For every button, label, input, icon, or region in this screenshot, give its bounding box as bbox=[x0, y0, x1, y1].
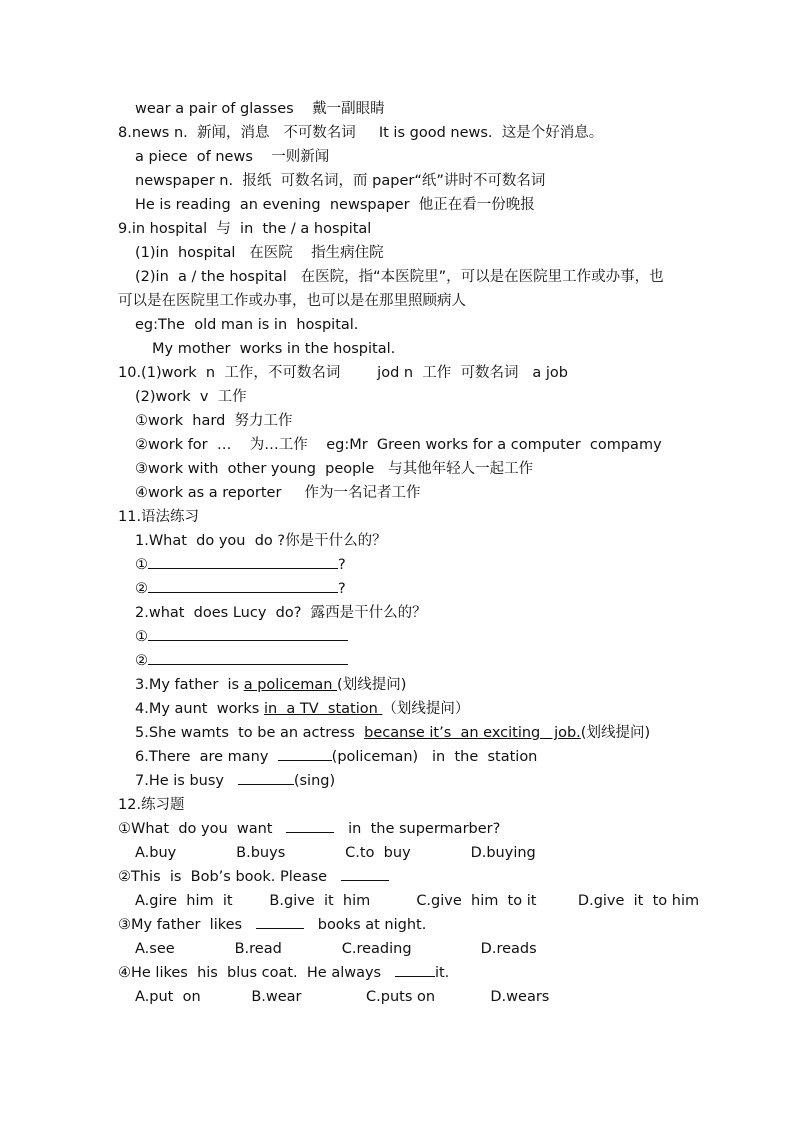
line-text: ② bbox=[135, 653, 148, 669]
line-text: ①What do you want bbox=[118, 821, 287, 837]
line-text: (policeman) in the station bbox=[331, 749, 538, 765]
line-text: newspaper n. 报纸 可数名词，而 paper“纸”讲时不可数名词 bbox=[135, 173, 546, 189]
line-text: ? bbox=[338, 581, 346, 597]
line-text: ①work hard 努力工作 bbox=[135, 413, 293, 429]
line-text: 3.My father is bbox=[135, 677, 244, 693]
text-line bbox=[135, 242, 384, 264]
line-text: A.see B.read C.reading D.reads bbox=[135, 941, 537, 957]
line-text: ④work as a reporter 作为一名记者工作 bbox=[135, 485, 421, 501]
line-text: 8.news n. 新闻，消息 不可数名词 It is good news. 这是个好消息。 bbox=[118, 125, 604, 141]
line-text: A.put on B.wear C.puts on D.wears bbox=[135, 989, 550, 1005]
line-text: 2.what does Lucy do? 露西是干什么的？ bbox=[135, 605, 427, 621]
text-line bbox=[135, 986, 549, 1008]
text-line bbox=[118, 866, 389, 888]
answer-blank[interactable] bbox=[238, 770, 294, 785]
line-text: 可以是在医院里工作或办事，也可以是在那里照顾病人 bbox=[118, 293, 466, 309]
line-text: 5.She wamts to be an actress bbox=[135, 725, 365, 741]
line-text: a piece of news 一则新闻 bbox=[135, 149, 330, 165]
text-line bbox=[135, 722, 650, 744]
line-text: 10.(1)work n 工作，不可数名词 jod n 工作 可数名词 a job bbox=[118, 365, 568, 381]
text-line bbox=[135, 602, 427, 624]
line-text: A.gire him it B.give it him C.give him to it D.give it to him bbox=[135, 893, 700, 909]
answer-blank[interactable] bbox=[395, 962, 435, 977]
text-line bbox=[135, 842, 536, 864]
line-text: He is reading an evening newspaper 他正在看一份晚报 bbox=[135, 197, 535, 213]
text-line bbox=[135, 554, 346, 576]
line-text: My mother works in the hospital. bbox=[152, 341, 396, 357]
text-line bbox=[135, 194, 535, 216]
line-text: 11.语法练习 bbox=[118, 509, 200, 525]
answer-blank[interactable] bbox=[148, 578, 338, 593]
underlined-phrase: a policeman bbox=[243, 677, 338, 693]
text-line bbox=[118, 218, 371, 240]
line-text: (2)work v 工作 bbox=[135, 389, 247, 405]
underlined-phrase: in a TV station bbox=[263, 701, 383, 717]
line-text: (2)in a / the hospital 在医院，指“本医院里”，可以是在医院里工作或办事，也 bbox=[135, 269, 664, 285]
text-line bbox=[135, 386, 247, 408]
text-line bbox=[135, 170, 545, 192]
text-line bbox=[118, 290, 466, 312]
answer-blank[interactable] bbox=[286, 818, 334, 833]
text-line bbox=[135, 698, 469, 720]
line-text: ① bbox=[135, 629, 148, 645]
text-line bbox=[152, 338, 395, 360]
answer-blank[interactable] bbox=[148, 554, 338, 569]
line-text: 6.There are many bbox=[135, 749, 278, 765]
text-line bbox=[135, 674, 406, 696]
line-text: 12.练习题 bbox=[118, 797, 185, 813]
line-text: ②This is Bob’s book. Please bbox=[118, 869, 341, 885]
text-line bbox=[135, 650, 348, 672]
line-text: 7.He is busy bbox=[135, 773, 238, 789]
text-line bbox=[135, 434, 662, 456]
line-text: wear a pair of glasses 戴一副眼睛 bbox=[135, 101, 385, 117]
line-text: ③My father likes bbox=[118, 917, 256, 933]
text-line bbox=[118, 914, 426, 936]
text-line bbox=[135, 938, 537, 960]
text-line bbox=[118, 362, 568, 384]
line-text: ③work with other young people 与其他年轻人一起工作 bbox=[135, 461, 534, 477]
answer-blank[interactable] bbox=[341, 866, 389, 881]
line-text: 4.My aunt works bbox=[135, 701, 264, 717]
answer-blank[interactable] bbox=[148, 650, 348, 665]
text-line bbox=[135, 266, 664, 288]
line-text: （划线提问） bbox=[382, 701, 470, 717]
text-line bbox=[118, 794, 185, 816]
text-line bbox=[135, 410, 293, 432]
line-text: (1)in hospital 在医院 指生病住院 bbox=[135, 245, 384, 261]
line-text: it. bbox=[434, 965, 450, 981]
line-text: 9.in hospital 与 in the / a hospital bbox=[118, 221, 372, 237]
text-line bbox=[135, 746, 537, 768]
text-line bbox=[135, 578, 346, 600]
line-text: eg:The old man is in hospital. bbox=[135, 317, 359, 333]
line-text: A.buy B.buys C.to buy D.buying bbox=[135, 845, 536, 861]
text-line bbox=[135, 626, 348, 648]
answer-blank[interactable] bbox=[278, 746, 332, 761]
line-text: (划线提问) bbox=[580, 725, 651, 741]
line-text: 1.What do you do ?你是干什么的？ bbox=[135, 533, 387, 549]
line-text: ① bbox=[135, 557, 148, 573]
line-text: ? bbox=[338, 557, 346, 573]
line-text: in the supermarber? bbox=[334, 821, 501, 837]
text-line bbox=[135, 530, 387, 552]
text-line bbox=[135, 98, 385, 120]
text-line bbox=[135, 146, 329, 168]
answer-blank[interactable] bbox=[256, 914, 304, 929]
line-text: (sing) bbox=[293, 773, 336, 789]
line-text: (划线提问) bbox=[337, 677, 407, 693]
answer-blank[interactable] bbox=[148, 626, 348, 641]
line-text: ④He likes his blus coat. He always bbox=[118, 965, 395, 981]
text-line bbox=[118, 962, 449, 984]
text-line bbox=[135, 770, 335, 792]
text-line bbox=[135, 314, 358, 336]
text-line bbox=[118, 506, 199, 528]
line-text: books at night. bbox=[303, 917, 427, 933]
line-text: ②work for … 为…工作 eg:Mr Green works for a computer compamy bbox=[135, 437, 662, 453]
text-line bbox=[135, 890, 699, 912]
text-line bbox=[135, 458, 533, 480]
line-text: ② bbox=[135, 581, 148, 597]
text-line bbox=[118, 122, 603, 144]
underlined-phrase: becanse it’s an exciting job. bbox=[364, 725, 581, 741]
text-line bbox=[118, 818, 500, 840]
text-line bbox=[135, 482, 420, 504]
